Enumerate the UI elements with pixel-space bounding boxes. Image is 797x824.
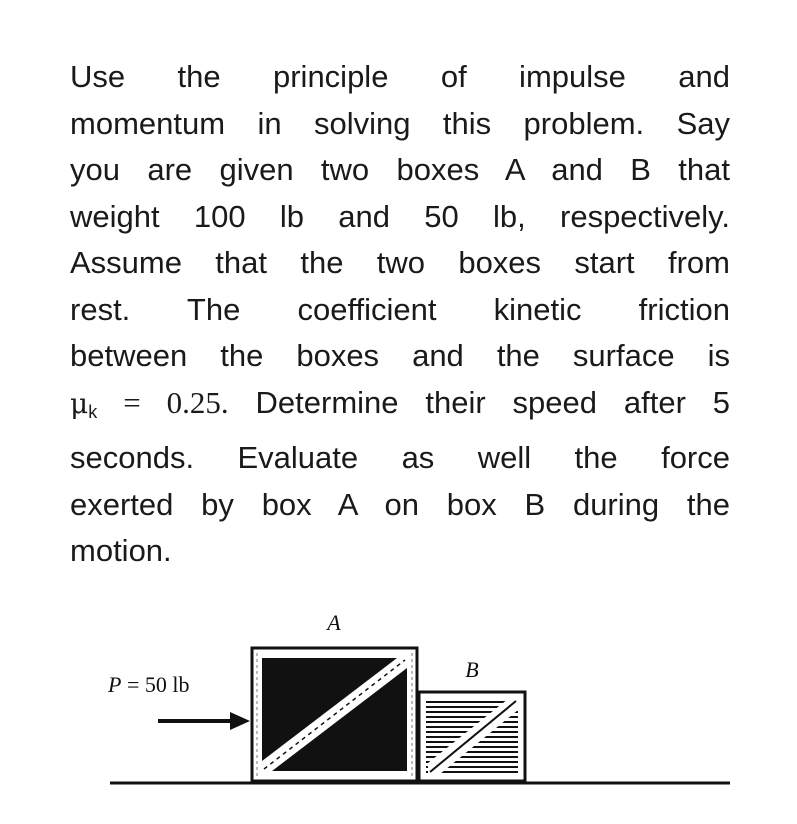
problem-line-8: [70, 380, 730, 436]
boxes-diagram: [100, 600, 740, 800]
problem-line-3: you are given two boxes A and B that: [70, 152, 730, 187]
problem-statement: [70, 54, 730, 575]
mu-value: = 0.25.: [97, 384, 229, 420]
problem-line-8-rest: Determine their speed after 5: [228, 384, 731, 420]
label-force-p: P = 50 lb: [108, 672, 190, 697]
problem-line-11: motion.: [70, 533, 172, 568]
mu-subscript: k: [88, 401, 98, 422]
problem-line-1: Use the principle of impulse and: [70, 59, 730, 94]
problem-line-6: rest. The coefficient kinetic friction: [70, 291, 730, 327]
label-box-a: A: [327, 610, 341, 635]
problem-line-4: weight 100 lb and 50 lb, respectively.: [70, 198, 730, 234]
label-box-b: B: [465, 657, 479, 682]
problem-line-7: between the boxes and the surface is: [70, 338, 730, 373]
mu-symbol: μ: [70, 386, 89, 420]
problem-line-10: exerted by box A on box B during the: [70, 486, 730, 522]
problem-line-9: seconds. Evaluate as well the force: [70, 440, 730, 475]
problem-line-2: momentum in solving this problem. Say: [70, 105, 730, 141]
diagram-svg: [100, 600, 740, 800]
force-arrow-head: [230, 712, 250, 730]
problem-line-5: Assume that the two boxes start from: [70, 245, 730, 280]
